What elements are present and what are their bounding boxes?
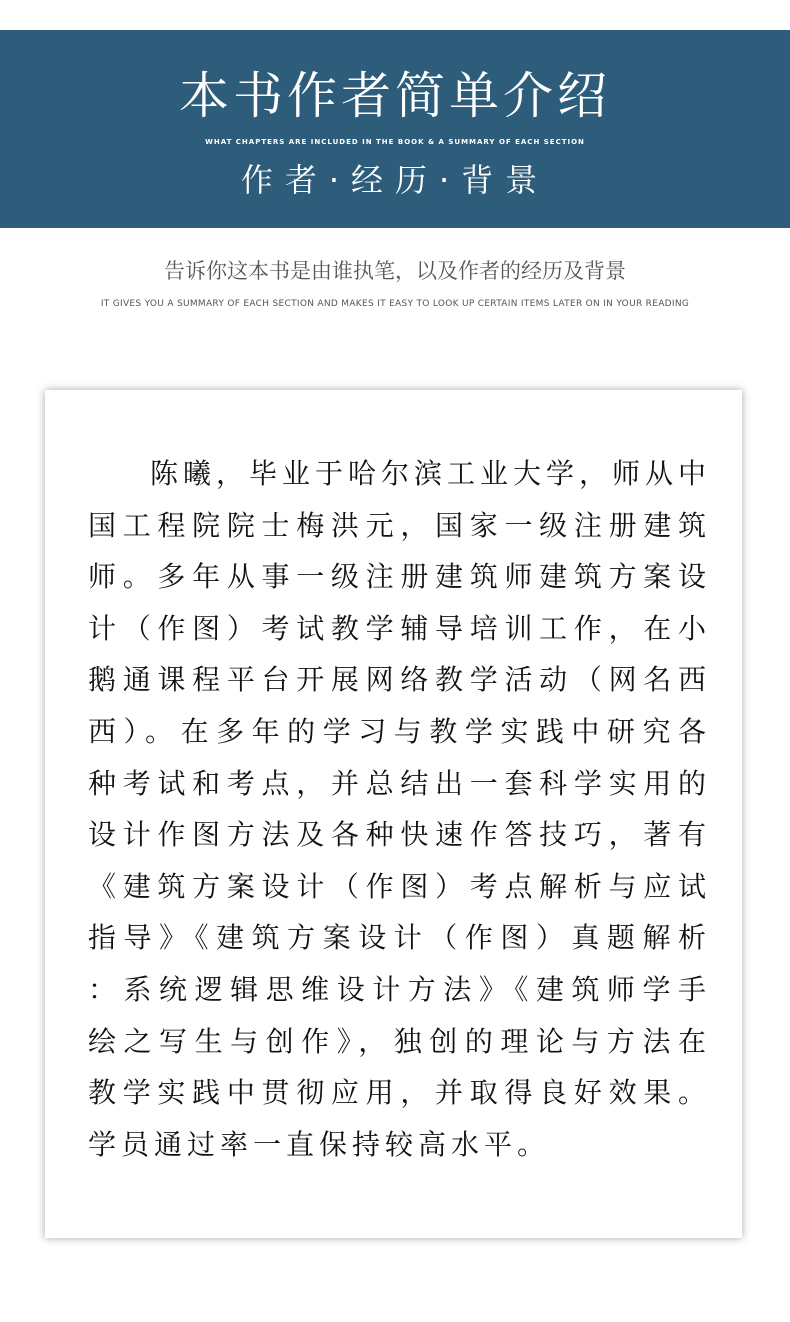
bio-line: 种考试和考点，并总结出一套科学实用的: [88, 766, 706, 800]
bio-line: 指导》《建筑方案设计（作图）真题解析: [88, 921, 706, 955]
intro-text: 告诉你这本书是由谁执笔，以及作者的经历及背景: [164, 259, 626, 283]
subtitle-english: WHAT CHAPTERS ARE INCLUDED IN THE BOOK & A SUMMARY OF EACH SECTION: [205, 138, 585, 146]
bio-line: 设计作图方法及各种快速作答技巧，著有: [88, 818, 706, 852]
page-title: 本书作者简单介绍: [179, 67, 611, 125]
author-bio: [88, 448, 706, 1170]
bio-line: 鹅通课程平台开展网络教学活动（网名西: [88, 663, 706, 697]
bio-line: 陈曦，毕业于哈尔滨工业大学，师从中: [150, 457, 706, 490]
bio-line: 国工程院院士梅洪元，国家一级注册建筑: [88, 508, 706, 542]
bio-line: 计（作图）考试教学辅导培训工作，在小: [88, 611, 706, 645]
bio-line: 教学实践中贯彻应用，并取得良好效果。: [88, 1076, 706, 1110]
bio-line: 绘之写生与创作》，独创的理论与方法在: [88, 1024, 706, 1058]
header-banner: [0, 30, 790, 228]
bio-line: 学员通过率一直保持较高水平。: [88, 1127, 551, 1161]
bio-line: 《建筑方案设计（作图）考点解析与应试: [88, 869, 706, 903]
bio-line: 师。多年从事一级注册建筑师建筑方案设: [88, 560, 706, 594]
intro-text-english: IT GIVES YOU A SUMMARY OF EACH SECTION AND MAKES IT EASY TO LOOK UP CERTAIN ITEMS LATER ON IN YOUR READING: [100, 299, 690, 309]
author-bio-card: [45, 390, 742, 1238]
bio-line: ：系统逻辑思维设计方法》《建筑师学手: [88, 972, 706, 1006]
subtitle: 作者·经历·背景: [240, 161, 550, 199]
bio-line: 西）。在多年的学习与教学实践中研究各: [88, 714, 706, 748]
